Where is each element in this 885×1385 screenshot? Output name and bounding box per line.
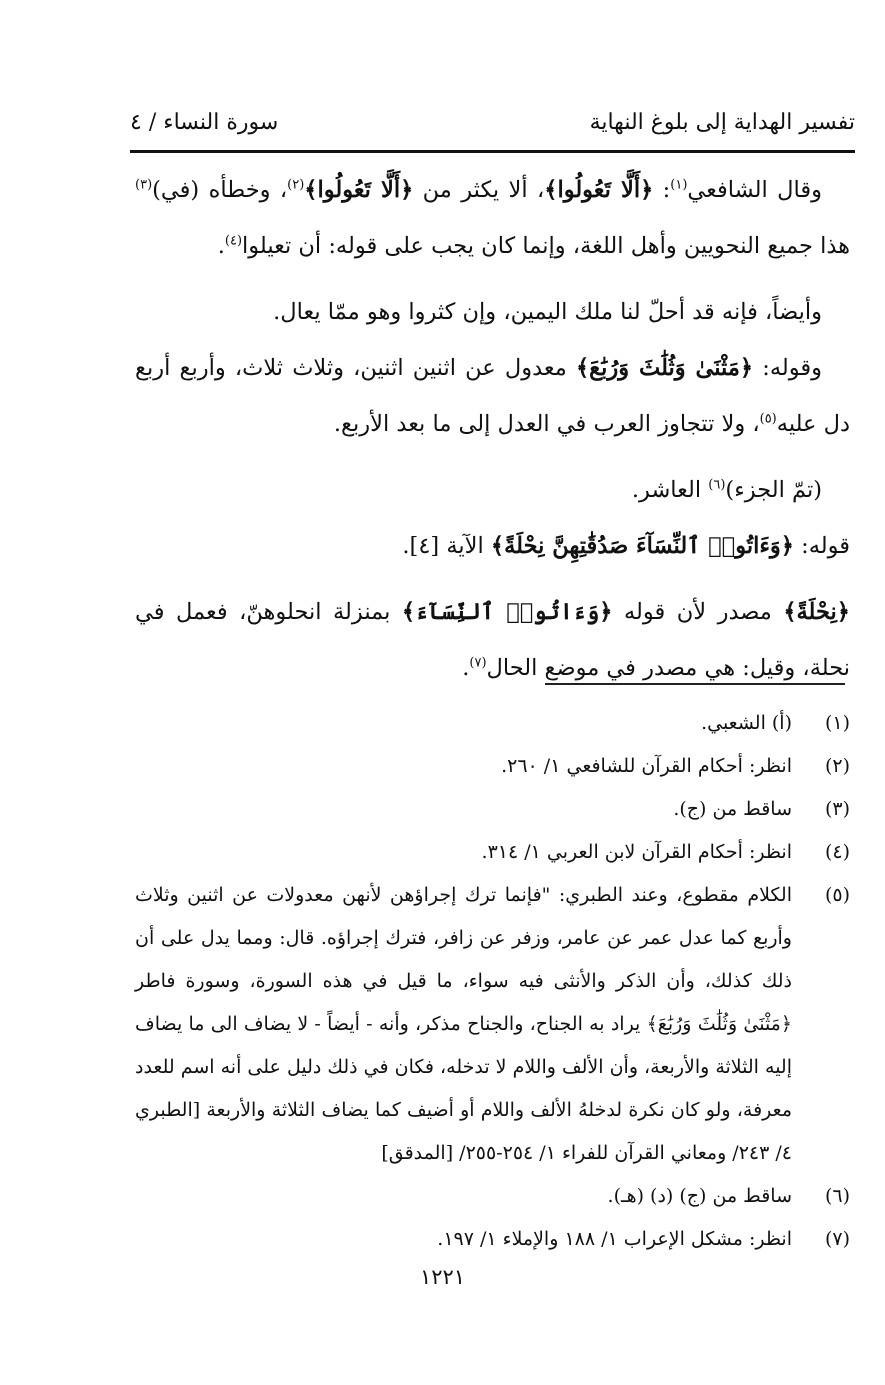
footnote-text: الكلام مقطوع، وعند الطبري: "فإنما ترك إجراؤهن لأنهن معدولات عن اثنين وثلاث وأربع كما عدل عمر عن عامر، وزفر عن زافر، فترك إجراؤه. قال: ومما يدل على أن ذلك كذلك، وأن الذكر والأنثى فيه سواء، ما قيل في هذه السورة، وسورة فاطر ﴿مَثْنَىٰ وَثُلَٰثَ وَرُبَٰعَ﴾ يراد به الجناح، والجناح مذكر، وأنه - أيضاً - لا يضاف الى ما يضاف إليه الثلاثة والأربعة، وأن الألف واللام لا تدخله، فكان في ذلك دليل على أنه اسم للعدد معرفة، ولو كان نكرة لدخلهُ الألف واللام أو أضيف كما يضاف الثلاثة والأربعة [الطبري ٤/ ٢٤٣/ ومعاني القرآن للفراء ١/ ٢٥٤-٢٥٥/ [المدقق] [135, 884, 792, 1164]
footnote-number: (١) [824, 712, 850, 734]
running-header [130, 110, 855, 146]
footnote-item [135, 1175, 850, 1218]
quran-quote: ﴿أَلَّا تَعُولُوا﴾ [544, 177, 654, 203]
book-title: تفسير الهداية إلى بلوغ النهاية [589, 110, 855, 135]
footnote-separator [545, 683, 845, 685]
footnote-text: انظر: أحكام القرآن للشافعي ١/ ٢٦٠. [501, 755, 792, 777]
main-text [135, 162, 850, 696]
footnote-item [135, 788, 850, 831]
footnote-item [135, 831, 850, 874]
footnote-number: (٣) [824, 798, 850, 820]
quran-quote: ﴿مَثْنَىٰ وَثُلَٰثَ وَرُبَٰعَ﴾ [575, 355, 754, 381]
paragraph-1: وقال الشافعي$^{(١)}$: ﴿أَلَّا تَعُولُوا﴾، ألا يكثر من ﴿أَلَّا تَعُولُوا﴾$^{(٢)}$، وخطأه (في)$^{(٣)}$ هذا جميع النحويين وأهل اللغة، وإنما كان يجب على قوله: أن تعيلوا$^{(٤)}$. [135, 177, 850, 259]
footnote-text: ساقط من (ج). [673, 798, 792, 820]
footnote-ref-6[interactable]: (٦) [708, 477, 726, 493]
footnote-text: انظر: مشكل الإعراب ١/ ١٨٨ والإملاء ١/ ١٩٧. [437, 1228, 792, 1250]
quran-quote: ﴿نِحْلَةً﴾ [783, 599, 850, 625]
footnote-text: ساقط من (ج) (د) (هـ). [607, 1185, 792, 1207]
surah-label: سورة النساء / ٤ [130, 110, 279, 135]
footnote-text: (أ) الشعبي. [701, 712, 792, 734]
paragraph-3: وقوله: ﴿مَثْنَىٰ وَثُلَٰثَ وَرُبَٰعَ﴾ معدول عن اثنين اثنين، وثلاث ثلاث، وأربع أربع دل عليه$^{(٥)}$، ولا تتجاوز العرب في العدل إلى ما بعد الأربع. [135, 355, 850, 437]
footnote-ref-1[interactable]: (١) [670, 177, 688, 193]
footnote-ref-3[interactable]: (٣) [135, 177, 153, 193]
footnote-item [135, 745, 850, 788]
footnote-ref-4[interactable]: (٤) [224, 233, 243, 249]
footnote-number: (٦) [824, 1185, 850, 1207]
footnote-number: (٥) [824, 884, 850, 906]
footnote-ref-2[interactable]: (٢) [287, 177, 305, 193]
footnote-ref-5[interactable]: (٥) [759, 411, 777, 427]
quran-quote: ﴿وَءَاتُوا۟ ٱلنِّسَآءَ صَدُقَٰتِهِنَّ نِحْلَةً﴾ [490, 533, 794, 559]
paragraph-5: قوله: ﴿وَءَاتُوا۟ ٱلنِّسَآءَ صَدُقَٰتِهِنَّ نِحْلَةً﴾ الآية [٤]. [402, 533, 850, 559]
footnote-item [135, 874, 850, 1175]
footnote-text: انظر: أحكام القرآن لابن العربي ١/ ٣١٤. [481, 841, 792, 863]
footnote-number: (٤) [824, 841, 850, 863]
footnote-item [135, 702, 850, 745]
paragraph-4: (تمّ الجزء)$^{(٦)}$ العاشر. [631, 477, 822, 503]
quran-quote: ﴿وَءَاتُوا۟ ٱلنِّسَآءَ﴾ [401, 599, 613, 625]
footnote-number: (٧) [824, 1228, 850, 1250]
footnotes-list [135, 702, 850, 1261]
page-number: ١٢٢١ [419, 1265, 466, 1289]
paragraph-6: ﴿نِحْلَةً﴾ مصدر لأن قوله ﴿وَءَاتُوا۟ ٱلنِّسَآءَ﴾ بمنزلة انحلوهنّ، فعمل في نحلة، وقيل: هي مصدر في موضع الحال$^{(٧)}$. [135, 599, 850, 681]
footnote-number: (٢) [824, 755, 850, 777]
footnote-ref-7[interactable]: (٧) [469, 655, 487, 671]
quran-quote: ﴿أَلَّا تَعُولُوا﴾ [304, 177, 414, 203]
footnote-item [135, 1218, 850, 1261]
paragraph-2: وأيضاً، فإنه قد أحلّ لنا ملك اليمين، وإن كثروا وهو ممّا يعال. [273, 299, 822, 325]
header-rule [130, 150, 855, 153]
